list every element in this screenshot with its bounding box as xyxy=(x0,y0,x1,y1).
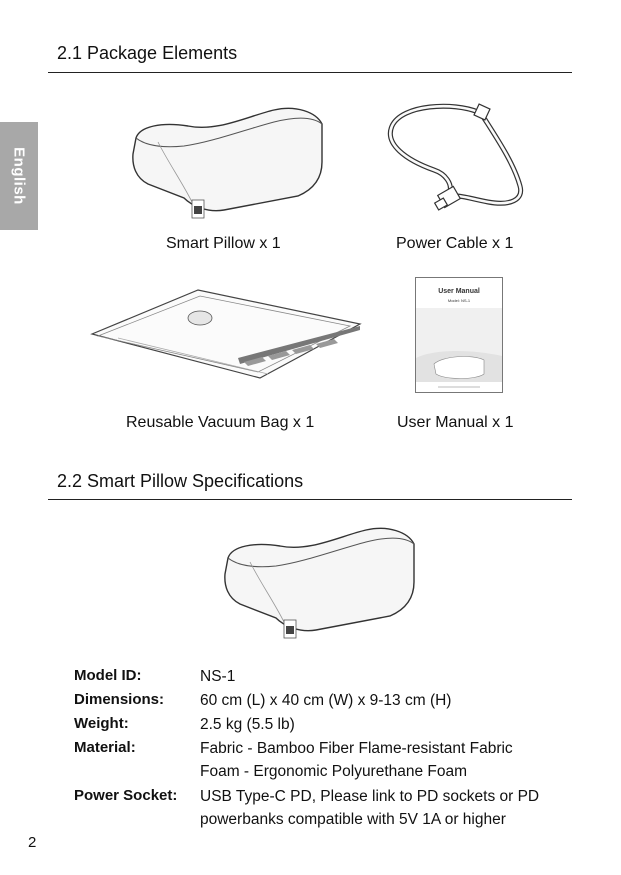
smart-pillow-illustration xyxy=(128,102,328,224)
spec-value-power-socket-line2: powerbanks compatible with 5V 1A or higher xyxy=(200,811,506,828)
spec-value-power-socket-line1: USB Type-C PD, Please link to PD sockets or PD xyxy=(200,788,540,805)
spec-label-material: Material: xyxy=(74,739,136,756)
power-cable-illustration xyxy=(384,100,534,220)
spec-value-model-id: NS-1 xyxy=(200,668,236,685)
spec-value-dimensions: 60 cm (L) x 40 cm (W) x 9-13 cm (H) xyxy=(200,692,452,709)
vacuum-bag-illustration xyxy=(88,286,364,382)
manual-cover-art xyxy=(416,308,502,392)
manual-cover-title: User Manual xyxy=(438,288,480,295)
spec-value-material-line1: Fabric - Bamboo Fiber Flame-resistant Fabric xyxy=(200,740,513,757)
spec-label-dimensions: Dimensions: xyxy=(74,691,165,708)
section-divider xyxy=(48,72,572,73)
caption-vacuum-bag: Reusable Vacuum Bag x 1 xyxy=(126,414,315,431)
spec-label-weight: Weight: xyxy=(74,715,129,732)
spec-label-model-id: Model ID: xyxy=(74,667,142,684)
spec-value-material-line2: Foam - Ergonomic Polyurethane Foam xyxy=(200,763,468,780)
user-manual-illustration xyxy=(415,277,503,393)
language-tab-label: English xyxy=(10,147,28,205)
section-divider-2 xyxy=(48,499,572,500)
page-number: 2 xyxy=(28,834,37,851)
language-tab xyxy=(0,122,38,230)
caption-power-cable: Power Cable x 1 xyxy=(396,235,514,252)
manual-cover-model: Model: NS-1 xyxy=(447,298,471,303)
section-title-package-elements: 2.1 Package Elements xyxy=(57,43,238,63)
spec-value-weight: 2.5 kg (5.5 lb) xyxy=(200,716,295,733)
caption-smart-pillow: Smart Pillow x 1 xyxy=(166,235,281,252)
caption-user-manual: User Manual x 1 xyxy=(397,414,514,431)
section-title-specifications: 2.2 Smart Pillow Specifications xyxy=(57,471,304,491)
spec-label-power-socket: Power Socket: xyxy=(74,787,178,804)
smart-pillow-spec-illustration xyxy=(220,522,420,644)
